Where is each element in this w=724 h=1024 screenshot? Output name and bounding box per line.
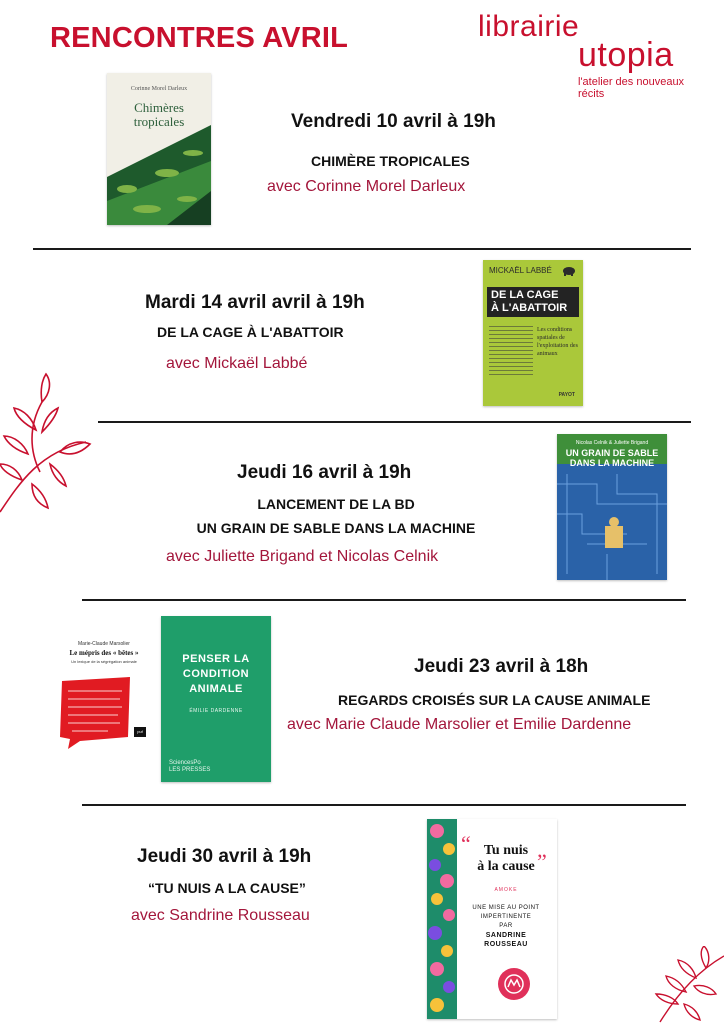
- event-title: DE LA CAGE À L'ABATTOIR: [157, 324, 344, 340]
- book-author: Corinne Morel Darleux: [130, 86, 188, 92]
- event-guests: avec Mickaël Labbé: [166, 355, 308, 372]
- book-title: [557, 448, 667, 468]
- book-publisher-tag: AMOKE: [494, 887, 518, 893]
- red-speech-bubble-illustration: [58, 675, 134, 751]
- book-author-line-1: SANDRINE: [485, 932, 527, 939]
- book-publisher: PAYOT: [558, 392, 575, 398]
- book-subtitle: Un lexique de la ségrégation animale: [71, 659, 137, 664]
- book-cover-de-la-cage-a-labattoir: [483, 260, 583, 406]
- book-title-line-1: DE LA CAGE: [491, 289, 559, 301]
- event-guests: avec Corinne Morel Darleux: [267, 178, 466, 195]
- section-divider: [98, 421, 691, 423]
- book-title-line-1: Chimères: [134, 100, 184, 115]
- event-title-line-1: LANCEMENT DE LA BD: [257, 496, 415, 512]
- event-date: Jeudi 23 avril à 18h: [414, 656, 589, 677]
- book-subtitle: [461, 904, 551, 931]
- book-cover-le-mepris-des-betes: [56, 635, 152, 755]
- book-title-line-1: UN GRAIN DE SABLE: [565, 448, 659, 458]
- publisher-line-1: SciencesPo: [169, 760, 201, 766]
- book-author-line-2: ROUSSEAU: [484, 941, 528, 948]
- book-title-band: [487, 287, 579, 317]
- logo-line-1: librairie: [478, 10, 580, 43]
- publisher-line-2: LES PRESSES: [169, 767, 211, 773]
- floral-border-illustration: [427, 819, 457, 1019]
- book-title: [107, 101, 211, 129]
- book-author: [461, 931, 551, 949]
- book-cover-un-grain-de-sable: [557, 434, 667, 580]
- event-guests: avec Sandrine Rousseau: [131, 907, 310, 924]
- book-title-line-3: ANIMALE: [189, 683, 243, 695]
- logo-line-2: utopia: [578, 36, 674, 74]
- book-title: [461, 843, 551, 875]
- book-title-line-1: PENSER LA: [182, 653, 250, 665]
- event-title: REGARDS CROISÉS SUR LA CAUSE ANIMALE: [338, 692, 651, 708]
- book-cover-chimeres-tropicales: [107, 73, 211, 225]
- book-author: Marie-Claude Marsolier: [78, 641, 130, 647]
- event-date: Vendredi 10 avril à 19h: [291, 111, 496, 132]
- book-title: Le mépris des « bêtes »: [69, 649, 139, 657]
- book-title-line-2: tropicales: [133, 114, 185, 129]
- event-guests: avec Juliette Brigand et Nicolas Celnik: [166, 548, 439, 565]
- back-text-block: [489, 326, 533, 376]
- book-subtitle-line-1: UNE MISE AU POINT: [472, 905, 540, 911]
- section-divider: [33, 248, 691, 250]
- leaf-branch-decoration-right: [650, 946, 724, 1024]
- event-title-line-2: UN GRAIN DE SABLE DANS LA MACHINE: [196, 520, 476, 536]
- book-publisher: puf: [134, 727, 146, 737]
- event-date: Jeudi 30 avril à 19h: [137, 846, 312, 867]
- event-date: Jeudi 16 avril à 19h: [237, 462, 412, 483]
- librairie-utopia-logo: [470, 10, 710, 100]
- book-title: [491, 289, 567, 315]
- leaf-branch-decoration-left: [0, 372, 92, 522]
- book-author: Nicolas Celnik & Juliette Brigand: [575, 440, 649, 446]
- event-date: Mardi 14 avril avril à 19h: [145, 292, 365, 313]
- section-divider: [82, 804, 686, 806]
- book-description: Les conditions spatiales de l'exploitation des animaux: [537, 327, 578, 357]
- open-quote-icon: “: [461, 831, 471, 856]
- close-quote-icon: ”: [537, 849, 547, 874]
- book-title-line-2: CONDITION: [182, 668, 250, 680]
- book-title-line-2: à la cause: [477, 859, 535, 874]
- book-title-line-2: DANS LA MACHINE: [569, 458, 655, 468]
- book-title-line-2: À L'ABATTOIR: [491, 302, 568, 314]
- event-guests: avec Marie Claude Marsolier et Emilie Dardenne: [287, 716, 632, 733]
- book-cover-tu-nuis-a-la-cause: [427, 819, 557, 1019]
- jungle-illustration: [107, 73, 211, 225]
- event-title: CHIMÈRE TROPICALES: [311, 153, 470, 169]
- book-subtitle-line-3: PAR: [499, 923, 513, 929]
- book-subtitle-line-2: IMPERTINENTE: [480, 914, 532, 920]
- book-cover-penser-la-condition-animale: [161, 616, 271, 782]
- logo-tagline: l'atelier des nouveaux récits: [578, 76, 685, 100]
- book-title: [161, 652, 271, 697]
- book-publisher: [169, 760, 210, 774]
- book-author: ÉMILIE DARDENNE: [189, 708, 243, 714]
- pig-icon: [561, 264, 577, 276]
- section-divider: [82, 599, 686, 601]
- page-title: RENCONTRES AVRIL: [50, 22, 349, 54]
- book-title-line-1: Tu nuis: [483, 843, 529, 858]
- event-title: [170, 492, 502, 540]
- event-title: “TU NUIS A LA CAUSE”: [148, 880, 306, 896]
- publisher-badge-icon: [497, 967, 531, 1001]
- book-author: MICKAËL LABBÉ: [489, 266, 552, 275]
